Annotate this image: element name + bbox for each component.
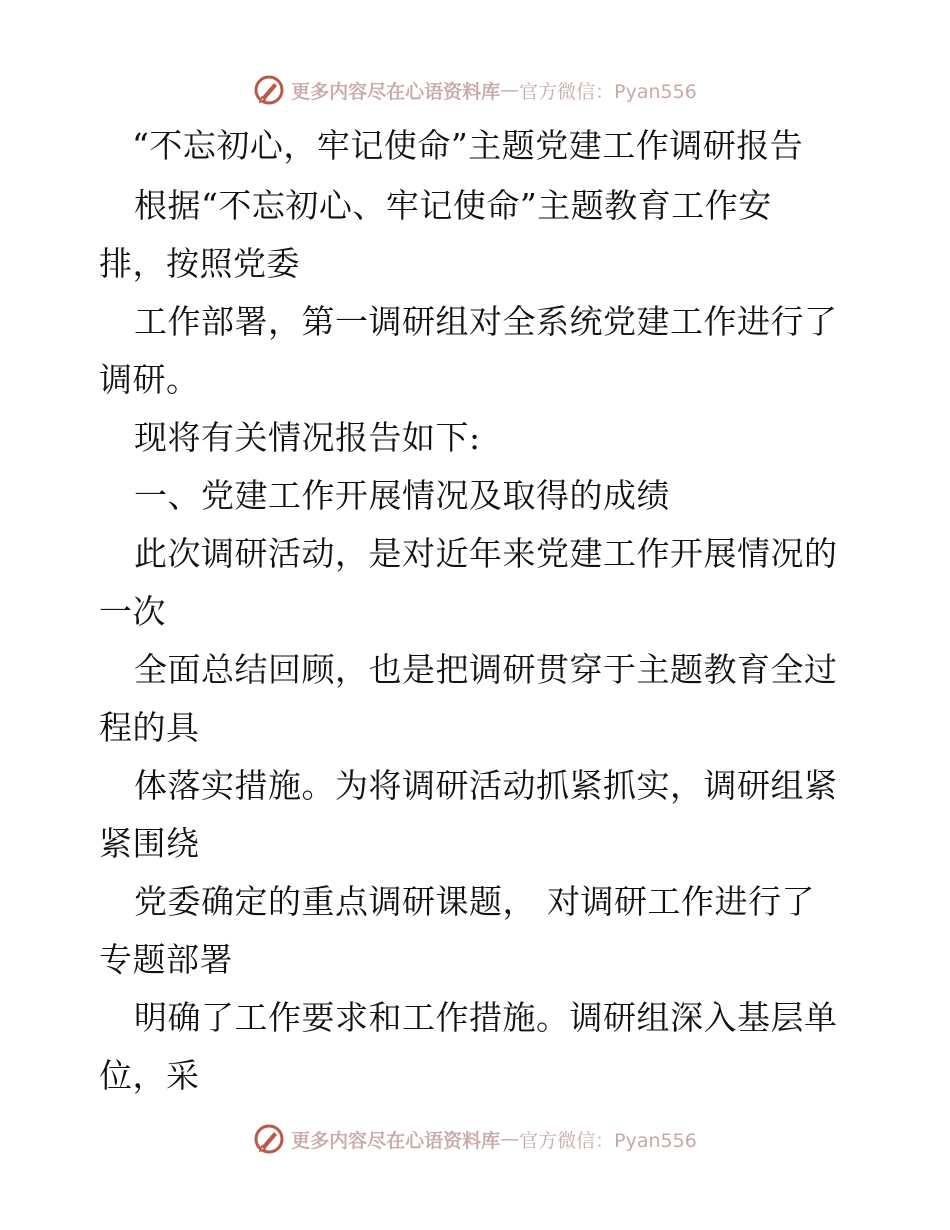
paragraph-line: 排，按照党委 [99, 244, 300, 283]
pen-logo-icon [253, 74, 285, 106]
watermark-separator: — [500, 79, 520, 101]
paragraph-line: 工作部署，第一调研组对全系统党建工作进行了 [134, 302, 838, 341]
paragraph-line: 此次调研活动，是对近年来党建工作开展情况的 [134, 534, 838, 573]
paragraph-line: 一次 [99, 592, 166, 631]
section-heading: 一、党建工作开展情况及取得的成绩 [134, 476, 670, 515]
paragraph-line: 党委确定的重点调研课题， 对调研工作进行了 [134, 882, 815, 921]
paragraph-line: 位，采 [99, 1056, 200, 1095]
paragraph-line: 现将有关情况报告如下: [134, 418, 481, 457]
paragraph-line: 根据“不忘初心、牢记使命”主题教育工作安 [134, 186, 772, 225]
document-title: “不忘初心，牢记使命”主题党建工作调研报告 [132, 126, 804, 165]
watermark-separator: — [500, 1128, 520, 1150]
paragraph-line: 明确了工作要求和工作措施。调研组深入基层单 [134, 998, 838, 1037]
paragraph-line: 紧围绕 [99, 824, 200, 863]
watermark-text: 更多内容尽在心语资料库 [291, 1129, 501, 1152]
watermark-text: 更多内容尽在心语资料库 [291, 80, 501, 103]
watermark-footer [0, 1119, 950, 1159]
watermark-wechat: 官方微信：Pyan556 [519, 80, 697, 103]
paragraph-line: 专题部署 [99, 940, 233, 979]
paragraph-line: 调研。 [99, 360, 200, 399]
watermark-header [0, 70, 950, 110]
paragraph-line: 程的具 [99, 708, 200, 747]
watermark-wechat: 官方微信：Pyan556 [519, 1129, 697, 1152]
paragraph-line: 全面总结回顾，也是把调研贯穿于主题教育全过 [134, 650, 838, 689]
paragraph-line: 体落实措施。为将调研活动抓紧抓实，调研组紧 [134, 766, 838, 805]
pen-logo-icon [253, 1123, 285, 1155]
